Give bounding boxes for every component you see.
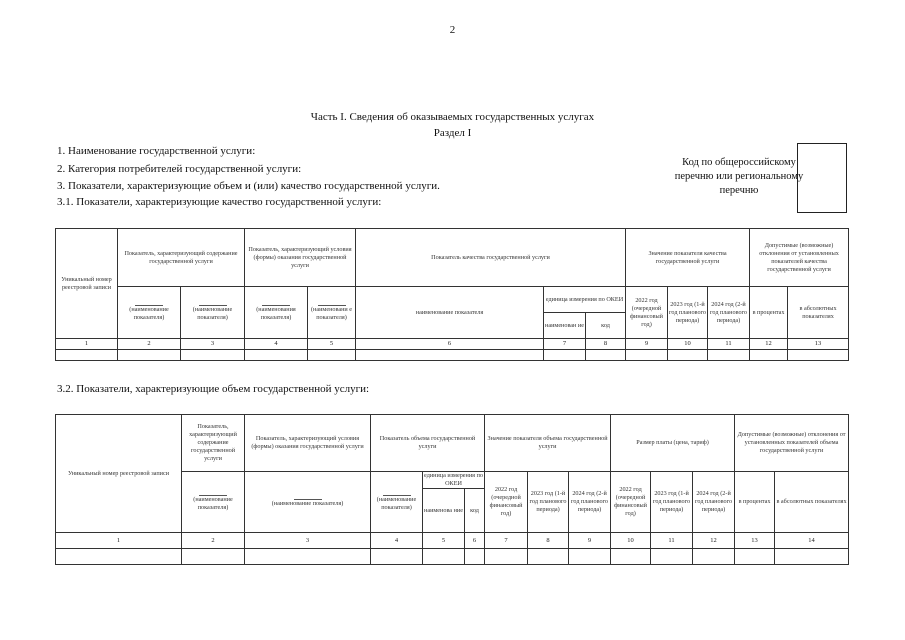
data-cell[interactable] (245, 549, 371, 565)
service-name-line: 1. Наименование государственной услуги: (57, 145, 256, 157)
column-number: 1 (56, 339, 118, 350)
column-number: 6 (356, 339, 544, 350)
indicators-line: 3. Показатели, характеризующие объем и (или) качество государственной услуги. (57, 180, 440, 192)
column-number: 2 (182, 533, 245, 549)
fee-2022-header: 2022 год (очередной финансовый год) (611, 472, 651, 533)
data-cell[interactable] (569, 549, 611, 565)
content-indicator-1: (наименование показателя) (118, 287, 181, 339)
quality-table (55, 228, 849, 361)
column-number: 11 (708, 339, 750, 350)
column-number: 9 (626, 339, 668, 350)
data-cell[interactable] (56, 350, 118, 361)
condition-indicator-2: (наименовани е показателя) (308, 287, 356, 339)
page-number: 2 (449, 24, 456, 36)
condition-indicator-1: (наименования показателя) (245, 287, 308, 339)
code-label: Код по общероссийскому перечню или региональному перечню (674, 157, 804, 196)
percent-header: в процентах (735, 472, 775, 533)
volume-indicator-1: (наименование показателя) (371, 472, 423, 533)
data-cell[interactable] (485, 549, 528, 565)
unique-number-header: Уникальный номер реестровой записи (56, 229, 118, 339)
column-number: 5 (308, 339, 356, 350)
data-cell[interactable] (245, 350, 308, 361)
value-header: Значение показателя качества государственной услуги (626, 229, 750, 287)
column-number: 5 (423, 533, 465, 549)
unit-name-header: наименован ие (544, 313, 586, 339)
year-2023-header: 2023 год (1-й год планового периода) (668, 287, 708, 339)
unit-header: единица измерения по ОКЕИ (544, 287, 626, 313)
column-number: 8 (586, 339, 626, 350)
quality-indicator-header: Показатель качества государственной услуги (356, 229, 626, 287)
fee-2023-header: 2023 год (1-й год планового периода) (651, 472, 693, 533)
data-cell[interactable] (651, 549, 693, 565)
data-cell[interactable] (611, 549, 651, 565)
absolute-header: в абсолютных показателях (788, 287, 849, 339)
column-number: 2 (118, 339, 181, 350)
column-number: 4 (371, 533, 423, 549)
column-number: 7 (485, 533, 528, 549)
data-cell[interactable] (465, 549, 485, 565)
data-cell[interactable] (56, 549, 182, 565)
data-cell[interactable] (750, 350, 788, 361)
year-2022-header: 2022 год (очередной финансовый год) (626, 287, 668, 339)
unit-header: единица измерения по ОКЕИ (424, 472, 483, 487)
data-cell[interactable] (371, 549, 423, 565)
condition-indicator-1: (наименование показателя) (245, 472, 371, 533)
column-number: 13 (735, 533, 775, 549)
data-cell[interactable] (775, 549, 849, 565)
column-number: 11 (651, 533, 693, 549)
value-2024-header: 2024 год (2-й год планового периода) (569, 472, 611, 533)
data-cell[interactable] (708, 350, 750, 361)
column-number: 1 (56, 533, 182, 549)
column-number: 4 (245, 339, 308, 350)
column-number: 7 (544, 339, 586, 350)
condition-indicator-header: Показатель, характеризующий условия (формы) оказания государственной услуги (245, 415, 371, 472)
column-number: 8 (528, 533, 569, 549)
indicator-name-header: наименование показателя (356, 287, 544, 339)
data-cell[interactable] (182, 549, 245, 565)
condition-indicator-header: Показатель, характеризующий условия (формы) оказания государственной услуги (245, 229, 356, 287)
unit-code-header: код (465, 489, 485, 533)
data-cell[interactable] (586, 350, 626, 361)
content-indicator-1: (наименование показателя) (182, 472, 245, 533)
data-cell[interactable] (668, 350, 708, 361)
data-cell[interactable] (356, 350, 544, 361)
volume-table (55, 414, 849, 565)
value-2023-header: 2023 год (1-й год планового периода) (528, 472, 569, 533)
value-header: Значение показателя объема государственной услуги (485, 415, 611, 472)
data-cell[interactable] (693, 549, 735, 565)
data-cell[interactable] (788, 350, 849, 361)
content-indicator-2: (наименование показателя) (181, 287, 245, 339)
column-number: 3 (181, 339, 245, 350)
data-cell[interactable] (544, 350, 586, 361)
content-indicator-header: Показатель, характеризующий содержание государственной услуги (182, 415, 245, 472)
column-number: 12 (750, 339, 788, 350)
absolute-header: в абсолютных показателях (775, 472, 849, 533)
column-number: 14 (775, 533, 849, 549)
value-2022-header: 2022 год (очередной финансовый год) (485, 472, 528, 533)
column-number: 10 (668, 339, 708, 350)
deviation-header: Допустимые (возможные) отклонения от установленных показателей качества государственной услуги (750, 229, 849, 287)
column-number: 13 (788, 339, 849, 350)
content-indicator-header: Показатель, характеризующий содержание государственной услуги (118, 229, 245, 287)
data-cell[interactable] (735, 549, 775, 565)
quality-indicators-line: 3.1. Показатели, характеризующие качество государственной услуги: (57, 196, 382, 208)
column-number: 3 (245, 533, 371, 549)
data-cell[interactable] (528, 549, 569, 565)
data-cell[interactable] (181, 350, 245, 361)
fee-2024-header: 2024 год (2-й год планового периода) (693, 472, 735, 533)
deviation-header: Допустимые (возможные) отклонения от установленных показателей объема государственной услуги (735, 415, 849, 472)
data-cell[interactable] (118, 350, 181, 361)
unit-code-header: код (586, 313, 626, 339)
data-cell[interactable] (423, 549, 465, 565)
column-number: 10 (611, 533, 651, 549)
volume-indicators-line: 3.2. Показатели, характеризующие объем государственной услуги: (57, 383, 370, 395)
unique-number-header: Уникальный номер реестровой записи (56, 415, 182, 533)
column-number: 9 (569, 533, 611, 549)
percent-header: в процентах (750, 287, 788, 339)
column-number: 12 (693, 533, 735, 549)
column-number: 6 (465, 533, 485, 549)
unit-name-header: наименова ние (423, 489, 465, 533)
code-box[interactable] (797, 143, 847, 213)
fee-header: Размер платы (цена, тариф) (611, 415, 735, 472)
year-2024-header: 2024 год (2-й год планового периода) (708, 287, 750, 339)
data-cell[interactable] (626, 350, 668, 361)
volume-indicator-header: Показатель объема государственной услуги (371, 415, 485, 472)
section-title: Раздел I (433, 127, 472, 139)
part-title: Часть I. Сведения об оказываемых государственных услугах (310, 111, 595, 123)
data-cell[interactable] (308, 350, 356, 361)
consumer-category-line: 2. Категория потребителей государственной услуги: (57, 163, 302, 175)
